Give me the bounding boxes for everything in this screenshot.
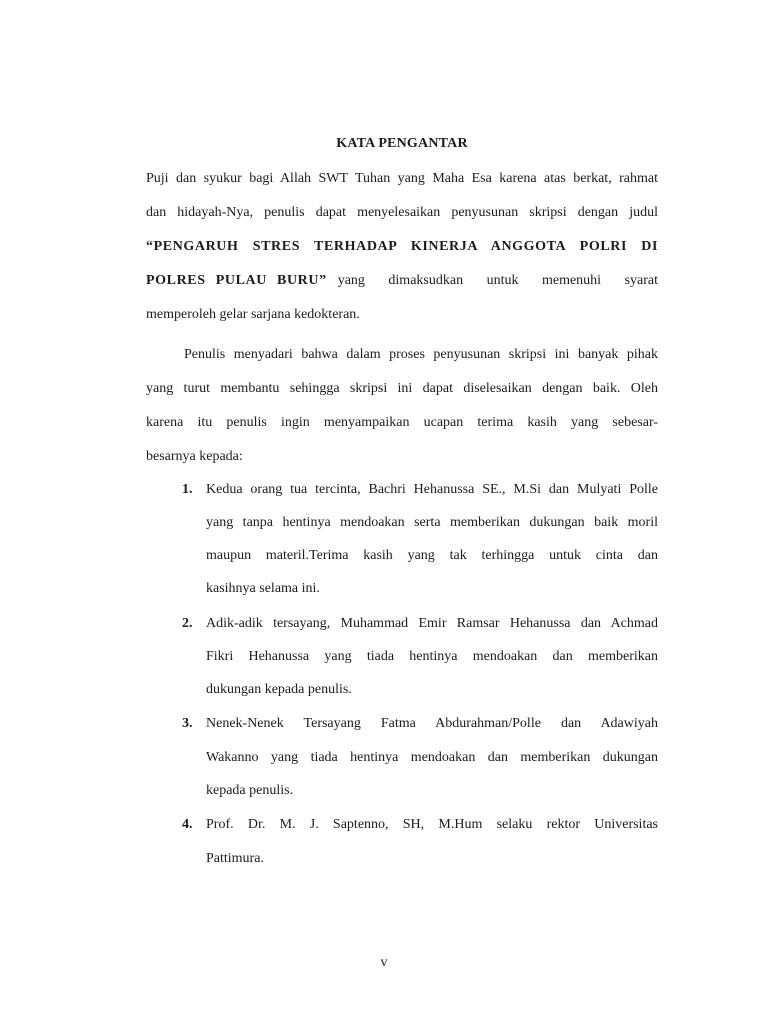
thesis-title-line-2: POLRES PULAU BURU”	[146, 273, 327, 288]
list-item-1-line-2: yang tanpa hentinya mendoakan serta memberikan dukungan baik moril	[206, 515, 658, 530]
list-item-4-line-1: Prof. Dr. M. J. Saptenno, SH, M.Hum selaku rektor Universitas	[206, 817, 658, 832]
page-number: v	[380, 955, 388, 970]
list-item-2-line-3: dukungan kepada penulis.	[206, 682, 352, 697]
list-item-3-line-3: kepada penulis.	[206, 783, 294, 798]
list-item-3-line-1: Nenek-Nenek Tersayang Fatma Abdurahman/Polle dan Adawiyah	[206, 716, 658, 731]
list-item-1-line-3: maupun materil.Terima kasih yang tak terhingga untuk cinta dan	[206, 548, 658, 563]
list-item-1-line-4: kasihnya selama ini.	[206, 581, 320, 596]
paragraph-1-line-1: Puji dan syukur bagi Allah SWT Tuhan yang Maha Esa karena atas berkat, rahmat	[146, 171, 658, 186]
page-title: KATA PENGANTAR	[336, 136, 468, 151]
list-item-2-line-1: Adik-adik tersayang, Muhammad Emir Ramsar Hehanussa dan Achmad	[206, 616, 658, 631]
list-item-4-line-2: Pattimura.	[206, 851, 264, 866]
paragraph-1-line-5: memperoleh gelar sarjana kedokteran.	[146, 307, 360, 322]
paragraph-2-line-4: besarnya kepada:	[146, 449, 243, 464]
list-item-3-number: 3.	[182, 716, 193, 731]
list-item-2-number: 2.	[182, 616, 193, 631]
list-item-4-number: 4.	[182, 817, 193, 832]
paragraph-1-line-2: dan hidayah-Nya, penulis dapat menyelesaikan penyusunan skripsi dengan judul	[146, 205, 658, 220]
list-item-1-number: 1.	[182, 482, 193, 497]
paragraph-1-line-4	[146, 272, 658, 290]
list-item-2-line-2: Fikri Hehanussa yang tiada hentinya mendoakan dan memberikan	[206, 649, 658, 664]
list-item-3-line-2: Wakanno yang tiada hentinya mendoakan dan memberikan dukungan	[206, 750, 658, 765]
paragraph-2-line-3: karena itu penulis ingin menyampaikan ucapan terima kasih yang sebesar-	[146, 415, 658, 430]
thesis-title-line-1: “PENGARUH STRES TERHADAP KINERJA ANGGOTA POLRI DI	[146, 239, 658, 254]
list-item-1-line-1: Kedua orang tua tercinta, Bachri Hehanussa SE., M.Si dan Mulyati Polle	[206, 482, 658, 497]
paragraph-1-line-4-rest: yang dimaksudkan untuk memenuhi syarat	[337, 273, 658, 288]
paragraph-2-line-1: Penulis menyadari bahwa dalam proses penyusunan skripsi ini banyak pihak	[184, 347, 658, 362]
paragraph-2-line-2: yang turut membantu sehingga skripsi ini dapat diselesaikan dengan baik. Oleh	[146, 381, 658, 396]
